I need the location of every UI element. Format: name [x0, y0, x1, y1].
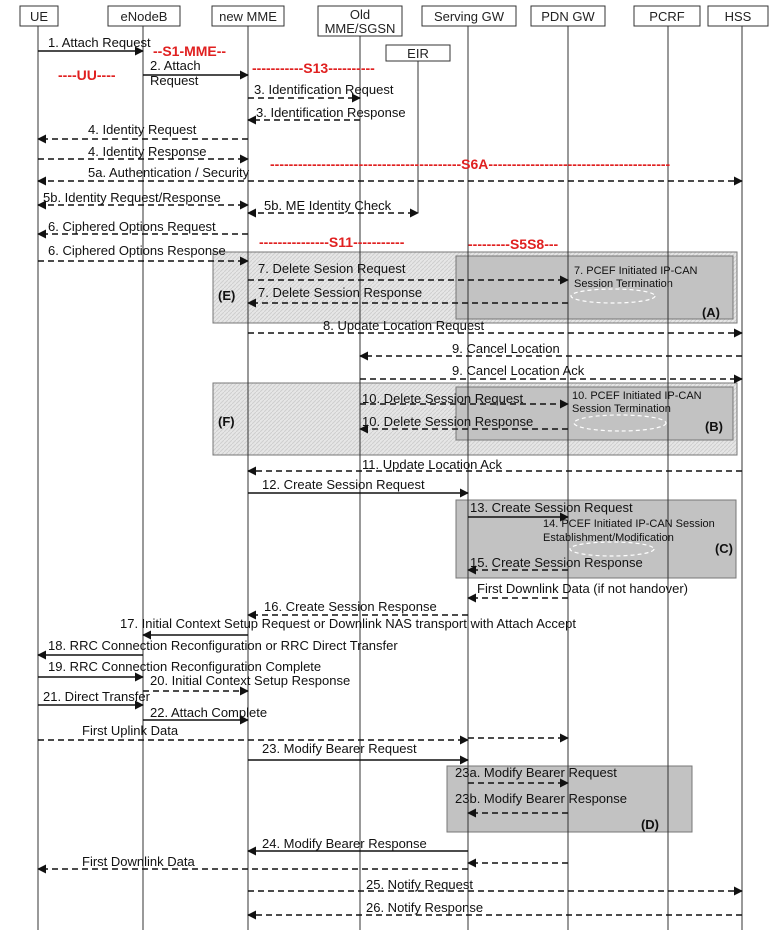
- box-label-C: (C): [714, 541, 733, 556]
- interface-uu: ----UU----: [58, 67, 116, 83]
- entity-mme: [212, 6, 284, 930]
- message-label-m17: 17. Initial Context Setup Request or Downlink NAS transport with Attach Accept: [120, 616, 576, 631]
- message-label-m9a: 9. Cancel Location: [452, 341, 560, 356]
- message-label-m7a: 7. Delete Sesion Request: [258, 261, 406, 276]
- interface-s5s8: ---------S5S8---: [468, 236, 559, 252]
- message-m2: [143, 58, 248, 88]
- message-label-m12: 12. Create Session Request: [262, 477, 425, 492]
- message-m21: [38, 689, 151, 705]
- message-m6a: [38, 219, 248, 234]
- message-label-m20: 20. Initial Context Setup Response: [150, 673, 351, 688]
- message-label-m7c-1: Session Termination: [574, 278, 673, 290]
- interface-s11: ---------------S11-----------: [259, 234, 405, 250]
- message-label-m1: 1. Attach Request: [48, 35, 151, 50]
- message-label-m23: 23. Modify Bearer Request: [262, 741, 417, 756]
- message-label-m10c-1: Session Termination: [572, 403, 671, 415]
- message-label-m3b: 3. Identification Response: [256, 105, 406, 120]
- interface-s6a: -----------------------------------------S6A---------------------------------------: [270, 156, 671, 172]
- message-label-m10c-0: 10. PCEF Initiated IP-CAN: [572, 390, 702, 402]
- message-label-m2-0: 2. Attach: [150, 58, 201, 73]
- entity-label-ue: UE: [29, 9, 49, 24]
- message-m18: [38, 638, 398, 655]
- entity-ue: [20, 6, 58, 930]
- box-label-D: (D): [640, 817, 659, 832]
- message-label-m18: 18. RRC Connection Reconfiguration or RRC Direct Transfer: [48, 638, 398, 653]
- message-label-m2-1: Request: [150, 73, 199, 88]
- message-label-m14-0: 14. PCEF Initiated IP-CAN Session: [543, 518, 715, 530]
- message-label-m5b2: 5b. ME Identity Check: [264, 198, 392, 213]
- message-label-m7c-0: 7. PCEF Initiated IP-CAN: [574, 265, 698, 277]
- message-label-m16: 16. Create Session Response: [264, 599, 437, 614]
- message-mfdl2: [82, 854, 568, 869]
- message-label-m26: 26. Notify Response: [366, 900, 484, 915]
- message-m24: [248, 836, 468, 851]
- message-m3a: [248, 82, 394, 98]
- box-label-B: (B): [704, 419, 723, 434]
- entity-hss: [708, 6, 768, 930]
- entity-label-old-0: Old: [349, 7, 371, 22]
- message-m13: [468, 500, 633, 517]
- message-label-m8: 8. Update Location Request: [323, 318, 485, 333]
- interface-s1mme: --S1-MME--: [153, 43, 227, 59]
- interface-s13: -----------S13----------: [252, 60, 375, 76]
- message-m9a: [360, 341, 742, 356]
- message-m12: [248, 477, 468, 493]
- box-label-E: (E): [218, 288, 236, 303]
- message-label-m22: 22. Attach Complete: [150, 705, 268, 720]
- message-label-m15: 15. Create Session Response: [470, 555, 643, 570]
- message-label-m5a: 5a. Authentication / Security: [88, 165, 250, 180]
- message-m5b2: [248, 198, 418, 213]
- message-m17: [120, 616, 576, 635]
- message-label-m23a: 23a. Modify Bearer Request: [455, 765, 617, 780]
- message-label-m21: 21. Direct Transfer: [43, 689, 150, 704]
- box-label-F: (F): [218, 414, 235, 429]
- entity-label-pgw: PDN GW: [541, 9, 595, 24]
- message-label-m10b: 10. Delete Session Response: [362, 414, 534, 429]
- message-m4a: [38, 122, 248, 139]
- entity-label-sgw: Serving GW: [433, 9, 505, 24]
- message-label-mful: First Uplink Data: [82, 723, 179, 738]
- message-label-m19: 19. RRC Connection Reconfiguration Complete: [48, 659, 322, 674]
- message-label-m9b: 9. Cancel Location Ack: [452, 363, 585, 378]
- message-m5b1: [38, 190, 248, 205]
- message-label-m7b: 7. Delete Session Response: [258, 285, 423, 300]
- message-m23: [248, 741, 468, 760]
- message-label-m10a: 10. Delete Session Request: [362, 391, 524, 406]
- entity-label-enb: eNodeB: [120, 9, 168, 24]
- entity-label-hss: HSS: [724, 9, 752, 24]
- entity-label-old-1: MME/SGSN: [324, 21, 396, 36]
- message-label-m6b: 6. Ciphered Options Response: [48, 243, 226, 258]
- message-m4b: [38, 144, 248, 159]
- message-label-m6a: 6. Ciphered Options Request: [48, 219, 216, 234]
- message-label-m4b: 4. Identity Response: [88, 144, 207, 159]
- message-m15: [468, 555, 643, 570]
- message-label-m23b: 23b. Modify Bearer Response: [455, 791, 627, 806]
- box-label-A: (A): [701, 305, 720, 320]
- message-label-m13: 13. Create Session Request: [470, 500, 633, 515]
- message-label-m24: 24. Modify Bearer Response: [262, 836, 427, 851]
- message-label-mfdl2: First Downlink Data: [82, 854, 195, 869]
- message-mful: [38, 723, 468, 740]
- message-m9b: [360, 363, 742, 379]
- message-m1: [38, 35, 151, 51]
- entity-eir: [386, 45, 450, 213]
- message-m16: [248, 599, 468, 615]
- message-label-mfdl1: First Downlink Data (if not handover): [477, 581, 688, 596]
- entity-label-eir: EIR: [407, 46, 429, 61]
- message-label-m5b1: 5b. Identity Request/Response: [43, 190, 221, 205]
- entity-label-mme: new MME: [219, 9, 277, 24]
- message-label-m14-1: Establishment/Modification: [543, 532, 674, 544]
- message-m22: [143, 705, 267, 720]
- message-label-m4a: 4. Identity Request: [88, 122, 197, 137]
- message-mfdl1: [468, 581, 688, 598]
- entity-label-pcrf: PCRF: [649, 9, 685, 24]
- message-label-m25: 25. Notify Request: [366, 877, 473, 892]
- message-label-m11: 11. Update Location Ack: [362, 457, 502, 472]
- message-label-m3a: 3. Identification Request: [254, 82, 394, 97]
- message-m20: [143, 673, 350, 691]
- message-m3b: [248, 105, 406, 120]
